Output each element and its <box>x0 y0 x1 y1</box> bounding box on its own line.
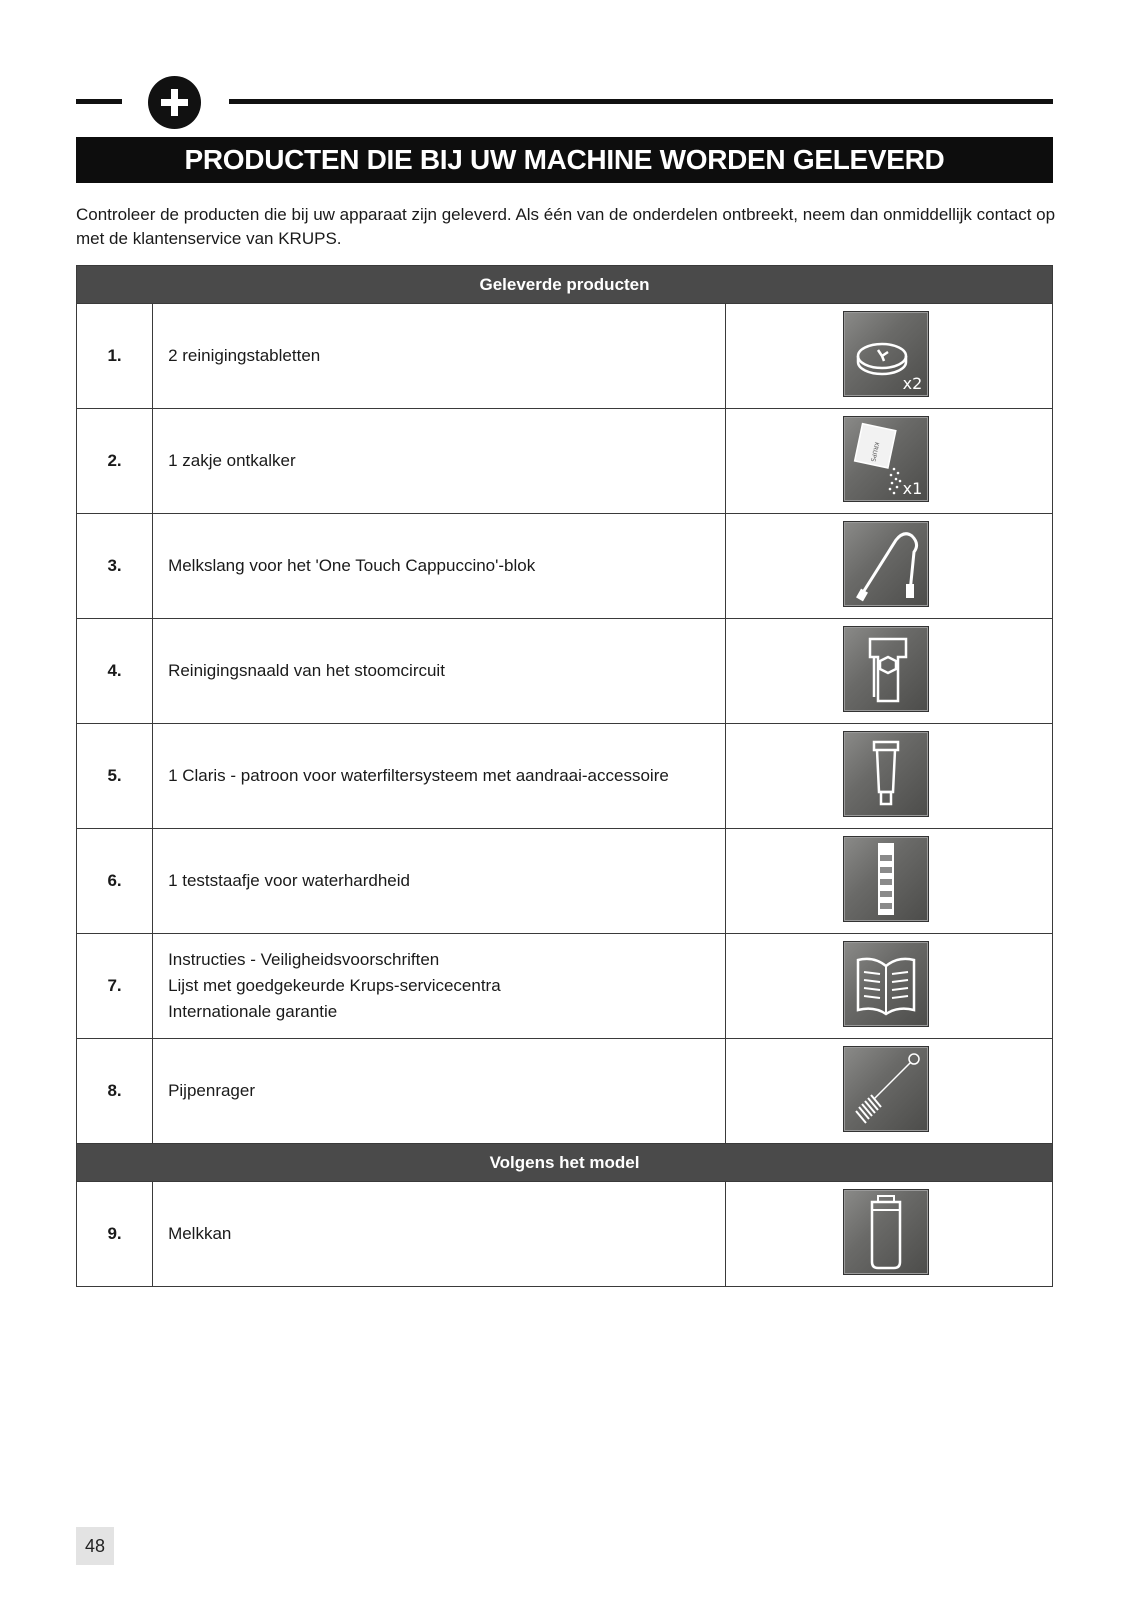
item-number: 7. <box>77 934 153 1039</box>
item-number: 9. <box>77 1182 153 1287</box>
item-description-line: Instructies - Veiligheidsvoorschriften <box>168 950 440 969</box>
item-description-line: 1 Claris - patroon voor waterfiltersysteem met aandraai-accessoire <box>168 766 669 785</box>
table-row <box>77 1039 1053 1144</box>
item-description-line: 2 reinigingstabletten <box>168 346 321 365</box>
section-header-row <box>77 266 1053 304</box>
plus-circle-icon <box>148 76 201 129</box>
item-image-cell <box>725 619 1052 724</box>
item-image-cell <box>725 304 1052 409</box>
item-number: 3. <box>77 514 153 619</box>
table-row <box>77 1182 1053 1287</box>
header-rule-right <box>229 99 1053 104</box>
item-description <box>153 724 726 829</box>
item-image-cell <box>725 1182 1052 1287</box>
section-header-row <box>77 1144 1053 1182</box>
manual-book-icon <box>843 941 929 1027</box>
pipe-cleaner-icon <box>843 1046 929 1132</box>
table-row <box>77 409 1053 514</box>
table-row <box>77 829 1053 934</box>
item-number: 6. <box>77 829 153 934</box>
item-description-line: Melkkan <box>168 1224 232 1243</box>
page-number: 48 <box>76 1527 114 1565</box>
table-row <box>77 619 1053 724</box>
products-table <box>76 265 1053 1287</box>
item-image-cell <box>725 409 1052 514</box>
item-image-cell <box>725 1039 1052 1144</box>
milk-jug-icon <box>843 1189 929 1275</box>
section-heading: Geleverde producten <box>77 266 1053 304</box>
sachet-brand-text: KRUPS <box>869 440 881 462</box>
item-description-line: Reinigingsnaald van het stoomcircuit <box>168 661 445 680</box>
item-description-line: Melkslang voor het 'One Touch Cappuccino'-blok <box>168 556 536 575</box>
descaler-sachet-icon <box>843 416 929 502</box>
table-row <box>77 304 1053 409</box>
item-description <box>153 409 726 514</box>
table-row <box>77 724 1053 829</box>
item-number: 2. <box>77 409 153 514</box>
cleaning-needle-icon <box>843 626 929 712</box>
item-number: 5. <box>77 724 153 829</box>
item-description-line: 1 teststaafje voor waterhardheid <box>168 871 410 890</box>
cleaning-tablet-icon <box>843 311 929 397</box>
page-title: PRODUCTEN DIE BIJ UW MACHINE WORDEN GELEVERD <box>76 137 1053 183</box>
table-row <box>77 934 1053 1039</box>
item-description <box>153 619 726 724</box>
item-description <box>153 304 726 409</box>
item-image-cell <box>725 724 1052 829</box>
item-description-line: Pijpenrager <box>168 1081 256 1100</box>
section-heading: Volgens het model <box>77 1144 1053 1182</box>
item-image-cell <box>725 514 1052 619</box>
header-rule-left <box>76 99 122 104</box>
item-description <box>153 1039 726 1144</box>
item-description <box>153 1182 726 1287</box>
item-description-line: Internationale garantie <box>168 1002 338 1021</box>
milk-hose-icon <box>843 521 929 607</box>
item-description <box>153 934 726 1039</box>
item-image-cell <box>725 934 1052 1039</box>
item-description <box>153 829 726 934</box>
intro-paragraph: Controleer de producten die bij uw apparaat zijn geleverd. Als één van de onderdelen ontbreekt, neem dan onmiddellijk contact op met de klantenservice van KRUPS. <box>76 205 1056 248</box>
quantity-label: x2 <box>902 373 923 393</box>
quantity-label: x1 <box>902 478 923 498</box>
filter-cartridge-icon <box>843 731 929 817</box>
item-number: 8. <box>77 1039 153 1144</box>
item-description <box>153 514 726 619</box>
table-row <box>77 514 1053 619</box>
item-image-cell <box>725 829 1052 934</box>
item-number: 4. <box>77 619 153 724</box>
item-description-line: 1 zakje ontkalker <box>168 451 296 470</box>
item-description-line: Lijst met goedgekeurde Krups-servicecentra <box>168 976 501 995</box>
test-strip-icon <box>843 836 929 922</box>
item-number: 1. <box>77 304 153 409</box>
